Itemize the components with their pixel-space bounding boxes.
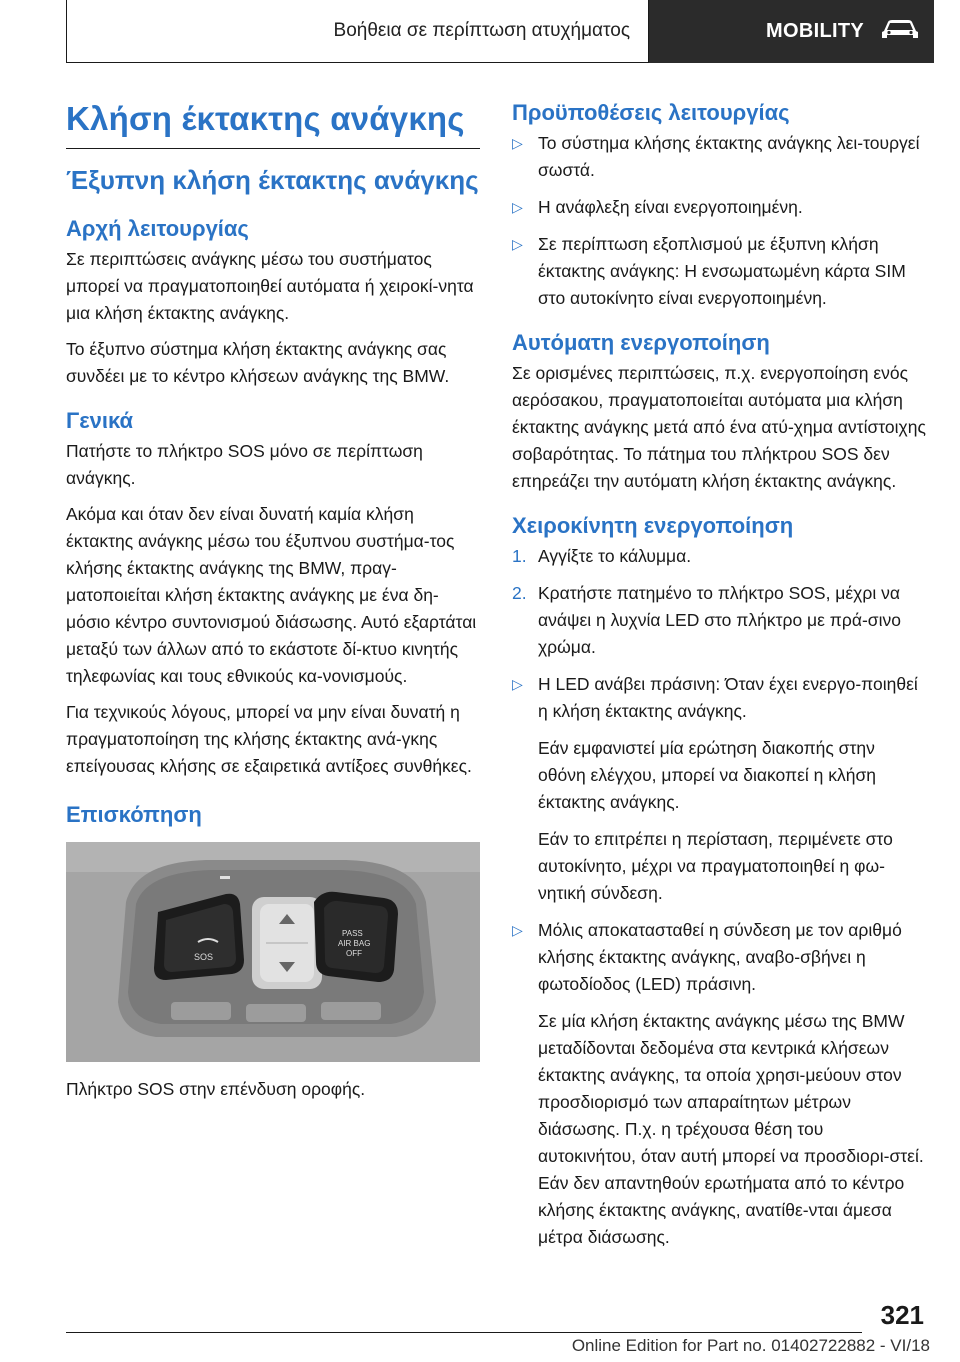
- paragraph: Σε περιπτώσεις ανάγκης μέσω του συστήματος μπορεί να πραγματοποιηθεί αυτόματα ή χειροκί-νητα μια κλήση έκτακτης ανάγκης.: [66, 249, 474, 324]
- footer-divider: [66, 1332, 862, 1333]
- paragraph: Το έξυπνο σύστημα κλήση έκτακτης ανάγκης σας συνδέει με το κέντρο κλήσεων ανάγκης της BMW.: [66, 339, 450, 387]
- category-tab: [649, 0, 934, 63]
- footer-edition: Online Edition for Part no. 01402722882 - VI/18: [571, 1336, 930, 1355]
- paragraph: Εάν εμφανιστεί μία ερώτηση διακοπής στην οθόνη ελέγχου, μπορεί να διακοπεί η κλήση έκτακτης ανάγκης.: [538, 738, 877, 812]
- triangle-bullet-icon: ▷: [512, 135, 523, 151]
- figure-sos-label: SOS: [194, 952, 214, 963]
- figure-caption: Πλήκτρο SOS στην επένδυση οροφής.: [66, 1079, 366, 1100]
- triangle-bullet-icon: ▷: [512, 236, 523, 252]
- bullet-list: [512, 917, 926, 998]
- figure-off-label: OFF: [346, 949, 362, 959]
- section-title: Βοήθεια σε περίπτωση ατυχήματος: [66, 0, 649, 63]
- paragraph: Σε μία κλήση έκτακτης ανάγκης μέσω της BMW μεταδίδονται δεδομένα στα κεντρικά κλήσεων έκτακτης ανάγκης, τα οποία χρησι-μεύουν στον προσδιορισμό των απαραίτητων μέτρων διάσωσης. Π.χ. η τρέχουσα θέση του αυτοκινήτου, όταν αυτή μπορεί να προσδιορι-στεί. Εάν δεν απαντηθούν ερωτήματα από το κέντρο κλήσης έκτακτης ανάγκης, ανατίθε-νται άμεσα μέτρα διάσωσης.: [538, 1011, 924, 1247]
- paragraph: Ακόμα και όταν δεν είναι δυνατή καμία κλήση έκτακτης ανάγκης μέσω του έξυπνου συστήμα-τος κλήσης έκτακτης ανάγκης της BMW, πραγ-ματοποιείται κλήση έκτακτης ανάγκης με ένα δη-μόσιο κέντρο συντονισμού διάσωσης. Αυτό εξαρτάται μεταξύ των άλλων από το εκάστοτε δί-κτυο κινητής τηλεφωνίας και τους εθνικούς κα-νονισμούς.: [66, 504, 477, 687]
- heading-requirements: Προϋποθέσεις λειτουργίας: [512, 100, 790, 125]
- triangle-bullet-icon: ▷: [512, 922, 523, 938]
- steps-list: [512, 543, 926, 725]
- list-item: ▷ Μόλις αποκατασταθεί η σύνδεση με τον αριθμό κλήσης έκτακτης ανάγκης, αναβο-σβήνει η φωτοδίοδος (LED) πράσινη.: [512, 917, 926, 998]
- list-item: ▷ Η LED ανάβει πράσινη: Όταν έχει ενεργο-ποιηθεί η κλήση έκτακτης ανάγκης.: [512, 671, 926, 725]
- subtitle: Έξυπνη κλήση έκτακτης ανάγκης: [66, 165, 479, 195]
- heading-principle: Αρχή λειτουργίας: [66, 216, 249, 242]
- heading-manual-activation: Χειροκίνητη ενεργοποίηση: [512, 513, 794, 538]
- page-number: 321: [880, 1300, 924, 1330]
- car-icon: [880, 17, 920, 47]
- step-item: 2. Κρατήστε πατημένο το πλήκτρο SOS, μέχρι να ανάψει η λυχνία LED στο πλήκτρο με πρά-σινο χρώμα.: [512, 583, 901, 657]
- heading-general: Γενικά: [66, 408, 134, 434]
- triangle-bullet-icon: ▷: [512, 676, 523, 692]
- figure-airbag-label: AIR BAG: [338, 939, 371, 949]
- right-column: [512, 100, 926, 1261]
- category-label: MOBILITY: [766, 20, 864, 42]
- list-item: ▷ Σε περίπτωση εξοπλισμού με έξυπνη κλήση έκτακτης ανάγκης: Η ενσωματωμένη κάρτα SIM στο αυτοκίνητο είναι ενεργοποιημένη.: [512, 231, 926, 312]
- paragraph: Εάν το επιτρέπει η περίσταση, περιμένετε στο αυτοκίνητο, μέχρι να πραγματοποιηθεί η φω-νητική σύνδεση.: [538, 829, 893, 903]
- requirements-list: [512, 130, 926, 312]
- paragraph: Πατήστε το πλήκτρο SOS μόνο σε περίπτωση ανάγκης.: [66, 441, 423, 489]
- page-header: [66, 0, 934, 63]
- paragraph: Για τεχνικούς λόγους, μπορεί να μην είναι δυνατή η πραγματοποίηση της κλήσης έκτακτης ανά-γκης επείγουσας κλήσης σε εξαιρετικά αντίξοες συνθήκες.: [66, 702, 472, 777]
- list-item: ▷ Το σύστημα κλήσης έκτακτης ανάγκης λει-τουργεί σωστά.: [512, 130, 926, 184]
- left-column: [66, 100, 480, 1103]
- heading-auto-activation: Αυτόματη ενεργοποίηση: [512, 330, 770, 355]
- page-title: Κλήση έκτακτης ανάγκης: [66, 100, 480, 149]
- sos-button-photo: [66, 842, 480, 1062]
- figure-pass-label: PASS: [342, 929, 363, 939]
- step-item: 1. Αγγίξτε το κάλυμμα.: [512, 546, 692, 566]
- paragraph: Σε ορισμένες περιπτώσεις, π.χ. ενεργοποίηση ενός αερόσακου, πραγματοποιείται αυτόματα μια κλήση έκτακτης ανάγκης μετά από ένα ατύ-χημα αντίστοιχης σοβαρότητας. Το πάτημα του πλήκτρου SOS δεν επηρεάζει την αυτόματη κλήση έκτακτης ανάγκης.: [512, 363, 926, 491]
- triangle-bullet-icon: ▷: [512, 199, 523, 215]
- list-item: ▷ Η ανάφλεξη είναι ενεργοποιημένη.: [512, 194, 926, 221]
- heading-overview: Επισκόπηση: [66, 802, 202, 828]
